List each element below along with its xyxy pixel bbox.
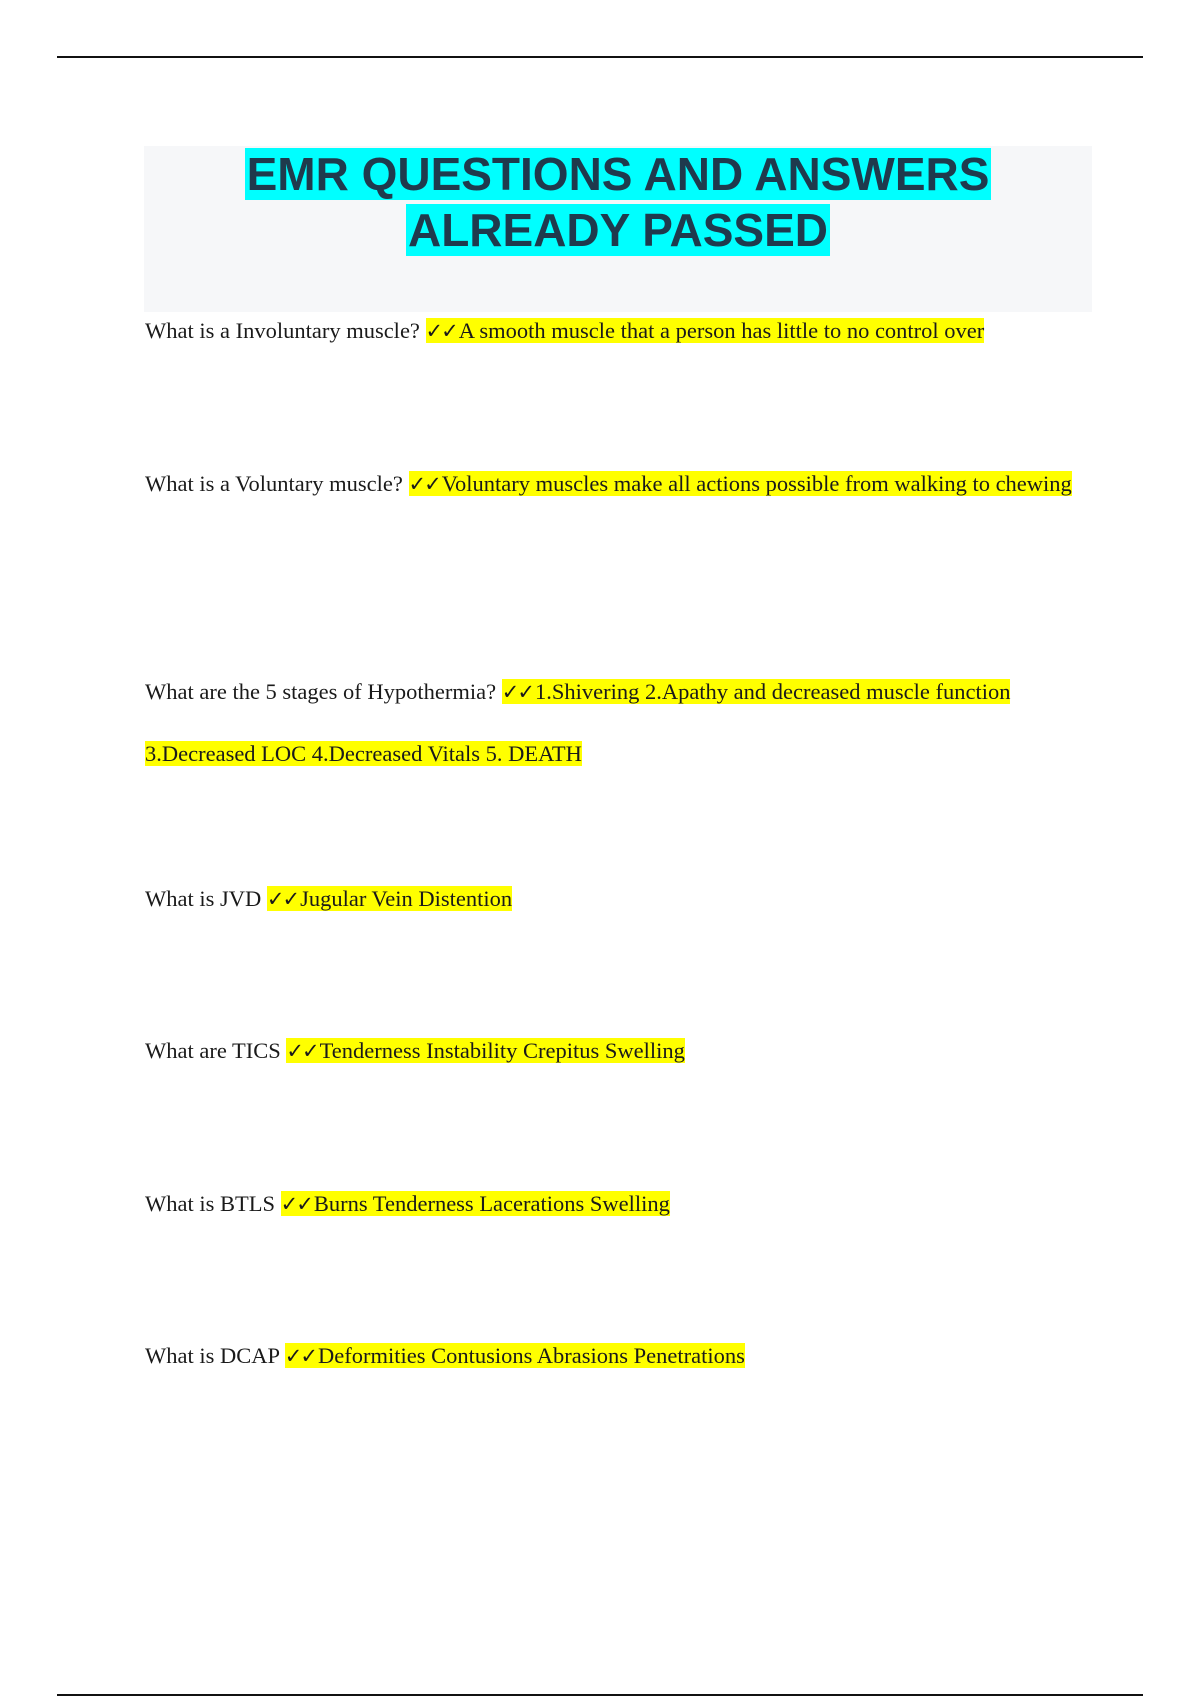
answer-text: Burns Tenderness Lacerations Swelling: [313, 1191, 670, 1216]
top-rule: [57, 56, 1143, 58]
question-text: What are the 5 stages of Hypothermia?: [145, 679, 497, 704]
answer-text: Tenderness Instability Crepitus Swelling: [319, 1038, 685, 1063]
double-check-icon: ✓✓: [408, 472, 440, 496]
title-block: [144, 146, 1092, 312]
answer-text: Deformities Contusions Abrasions Penetrations: [318, 1343, 745, 1368]
answer-highlight: [281, 1191, 670, 1216]
question-text: What are TICS: [145, 1038, 281, 1063]
double-check-icon: ✓✓: [280, 1192, 312, 1216]
title-line-2: ALREADY PASSED: [407, 204, 829, 256]
bottom-rule: [57, 1694, 1143, 1696]
qa-item-involuntary-muscle: [145, 300, 1080, 362]
question-text: What is JVD: [145, 886, 262, 911]
answer-text: 1.Shivering 2.Apathy and decreased muscle function 3.Decreased LOC 4.Decreased Vitals 5. DEATH: [145, 679, 1011, 766]
double-check-icon: ✓✓: [266, 887, 299, 911]
double-check-icon: ✓✓: [425, 319, 457, 343]
qa-item-btls: [145, 1173, 1080, 1235]
question-text: What is a Involuntary muscle?: [145, 318, 420, 343]
qa-item-hypothermia-stages: [145, 661, 1080, 784]
answer-text: Voluntary muscles make all actions possible from walking to chewing: [441, 471, 1072, 496]
qa-item-dcap: [145, 1325, 1080, 1387]
answer-text: Jugular Vein Distention: [300, 886, 513, 911]
answer-highlight: [426, 318, 985, 343]
qa-item-jvd: [145, 868, 1080, 930]
double-check-icon: ✓✓: [286, 1039, 318, 1063]
qa-item-voluntary-muscle: [145, 453, 1080, 515]
answer-highlight: [286, 1038, 684, 1063]
qa-item-tics: [145, 1020, 1080, 1082]
document-title: [144, 146, 1092, 258]
answer-highlight: [285, 1343, 745, 1368]
answer-highlight: [409, 471, 1072, 496]
double-check-icon: ✓✓: [501, 680, 533, 704]
title-line-1: EMR QUESTIONS AND ANSWERS: [246, 148, 990, 200]
double-check-icon: ✓✓: [284, 1344, 316, 1368]
answer-text: A smooth muscle that a person has little to no control over: [458, 318, 985, 343]
question-text: What is DCAP: [145, 1343, 280, 1368]
question-text: What is BTLS: [145, 1191, 275, 1216]
answer-highlight: [267, 886, 512, 911]
question-text: What is a Voluntary muscle?: [145, 471, 403, 496]
